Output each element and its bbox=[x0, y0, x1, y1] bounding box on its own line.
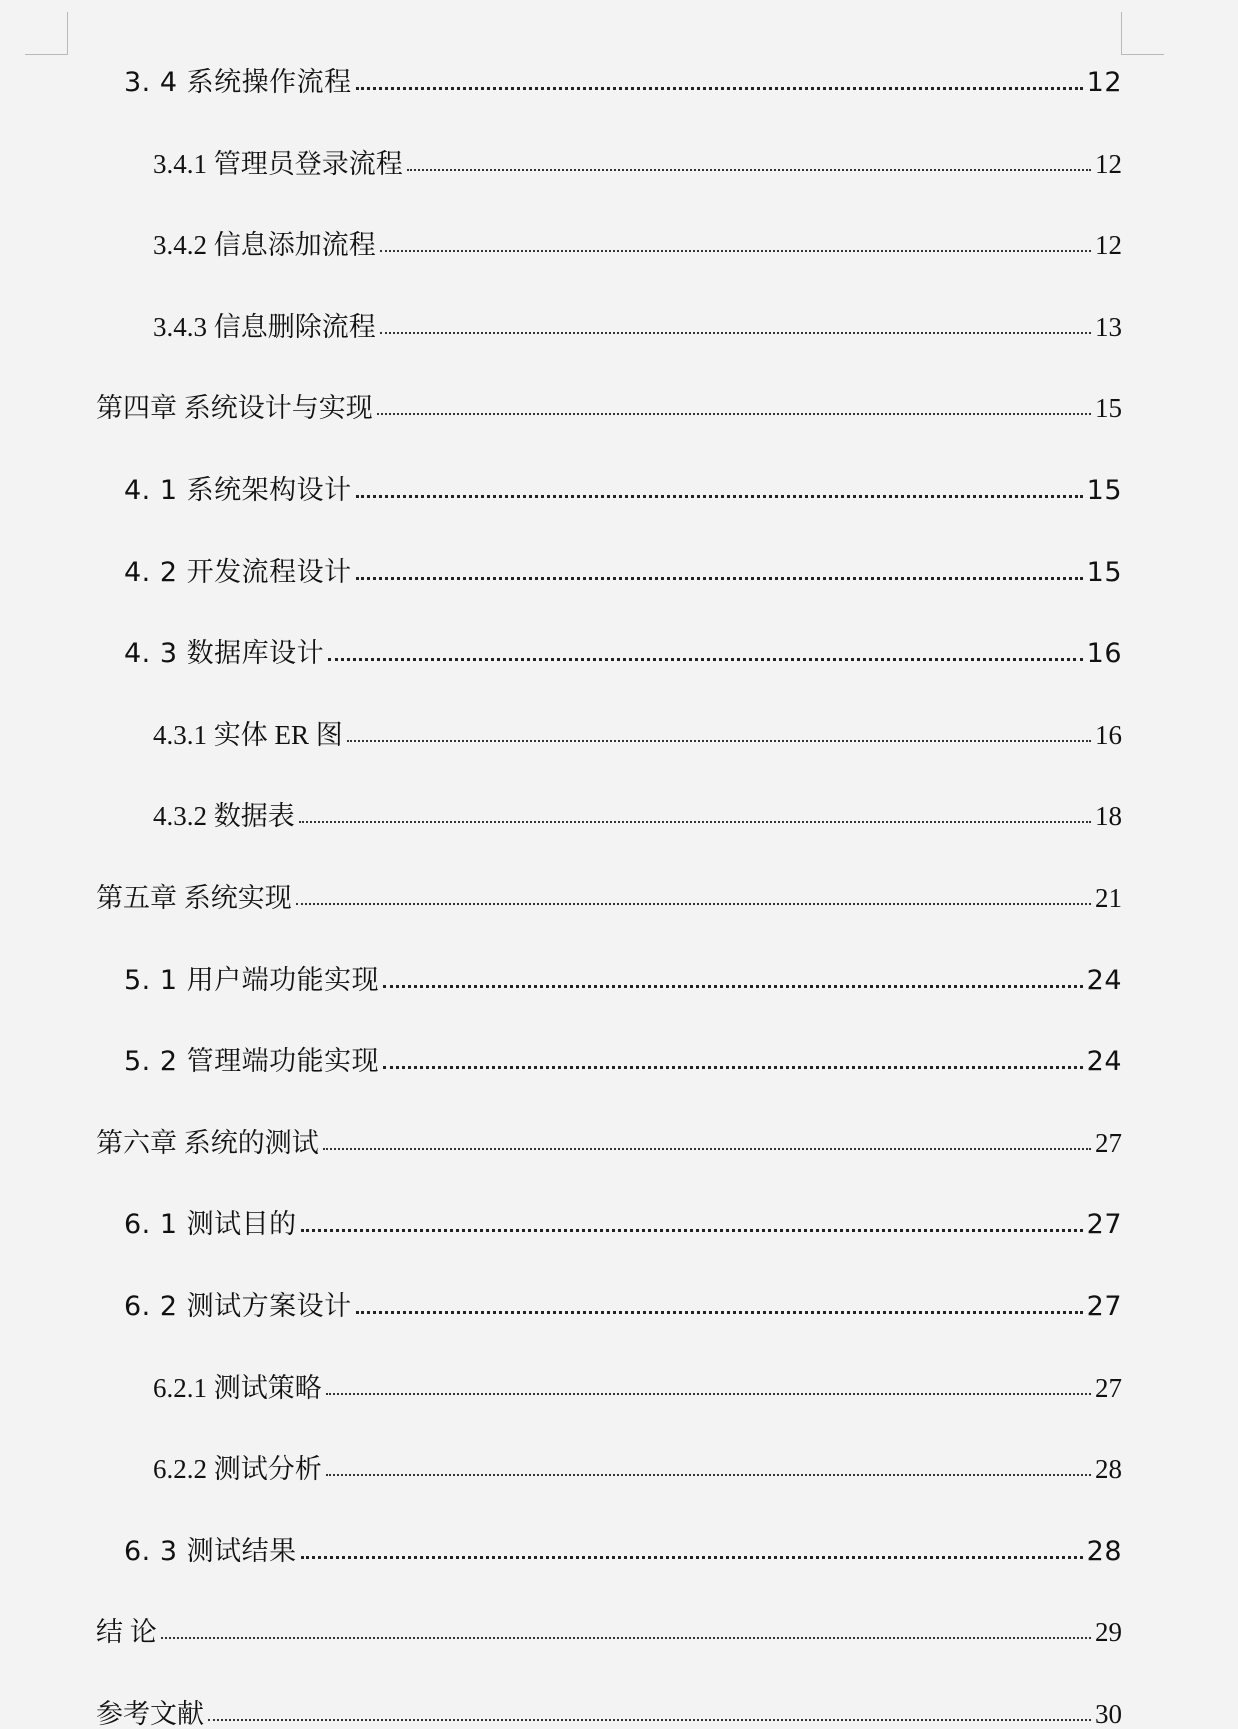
toc-entry-page-number: 12 bbox=[1086, 67, 1122, 98]
toc-entry-title: 3.4.3 信息删除流程 bbox=[153, 312, 376, 342]
toc-entry-title: 结 论 bbox=[96, 1617, 157, 1647]
toc-entry-page-number: 27 bbox=[1095, 1128, 1122, 1158]
toc-entry[interactable] bbox=[153, 1362, 1122, 1402]
toc-entry[interactable] bbox=[96, 382, 1122, 422]
toc-dot-leader bbox=[301, 1556, 1083, 1559]
toc-entry-page-number: 27 bbox=[1095, 1373, 1122, 1403]
toc-entry[interactable] bbox=[153, 1443, 1122, 1483]
toc-entry[interactable] bbox=[96, 872, 1122, 912]
toc-entry-page-number: 13 bbox=[1095, 312, 1122, 342]
toc-entry[interactable] bbox=[153, 219, 1122, 259]
toc-entry[interactable] bbox=[124, 954, 1122, 994]
toc-entry-page-number: 30 bbox=[1095, 1699, 1122, 1729]
toc-entry[interactable] bbox=[124, 1525, 1122, 1565]
toc-dot-leader bbox=[383, 1066, 1083, 1069]
toc-dot-leader bbox=[296, 903, 1091, 905]
toc-entry-page-number: 18 bbox=[1095, 801, 1122, 831]
toc-entry[interactable] bbox=[96, 1117, 1122, 1157]
toc-entry[interactable] bbox=[124, 546, 1122, 586]
toc-entry-title: 6.2.2 测试分析 bbox=[153, 1454, 322, 1484]
toc-entry-page-number: 29 bbox=[1095, 1617, 1122, 1647]
toc-entry-title: 参考文献 bbox=[96, 1699, 204, 1729]
toc-entry-page-number: 21 bbox=[1095, 883, 1122, 913]
toc-entry-title: 6.2.1 测试策略 bbox=[153, 1373, 322, 1403]
toc-entry[interactable] bbox=[124, 464, 1122, 504]
toc-entry-page-number: 15 bbox=[1086, 557, 1122, 588]
toc-dot-leader bbox=[356, 1311, 1083, 1314]
toc-entry-page-number: 15 bbox=[1086, 475, 1122, 506]
toc-dot-leader bbox=[377, 413, 1091, 415]
toc-entry[interactable] bbox=[96, 1606, 1122, 1646]
toc-entry[interactable] bbox=[124, 1198, 1122, 1238]
toc-entry-title: 6. 2 测试方案设计 bbox=[124, 1291, 352, 1322]
toc-entry-title: 4.3.1 实体 ER 图 bbox=[153, 720, 343, 750]
toc-dot-leader bbox=[356, 577, 1083, 580]
toc-entry[interactable] bbox=[96, 1688, 1122, 1728]
toc-dot-leader bbox=[383, 985, 1083, 988]
toc-entry-title: 3.4.1 管理员登录流程 bbox=[153, 149, 403, 179]
toc-entry-page-number: 27 bbox=[1086, 1291, 1122, 1322]
toc-entry-page-number: 28 bbox=[1086, 1536, 1122, 1567]
toc-entry-title: 6. 3 测试结果 bbox=[124, 1536, 297, 1567]
toc-entry-page-number: 24 bbox=[1086, 965, 1122, 996]
toc-entry-page-number: 12 bbox=[1095, 230, 1122, 260]
toc-entry-title: 4.3.2 数据表 bbox=[153, 801, 295, 831]
toc-entry-title: 5. 2 管理端功能实现 bbox=[124, 1046, 380, 1077]
toc-entry-page-number: 24 bbox=[1086, 1046, 1122, 1077]
toc-entry-page-number: 27 bbox=[1086, 1209, 1122, 1240]
toc-entry[interactable] bbox=[124, 56, 1122, 96]
toc-dot-leader bbox=[323, 1148, 1091, 1150]
crop-mark-top-right bbox=[1121, 12, 1164, 55]
toc-entry[interactable] bbox=[124, 627, 1122, 667]
toc-dot-leader bbox=[301, 1229, 1083, 1232]
toc-entry-page-number: 12 bbox=[1095, 149, 1122, 179]
toc-entry[interactable] bbox=[153, 709, 1122, 749]
toc-dot-leader bbox=[328, 658, 1083, 661]
toc-entry[interactable] bbox=[153, 138, 1122, 178]
toc-dot-leader bbox=[161, 1637, 1091, 1639]
toc-entry-title: 4. 3 数据库设计 bbox=[124, 638, 325, 669]
toc-entry-title: 3.4.2 信息添加流程 bbox=[153, 230, 376, 260]
toc-dot-leader bbox=[380, 332, 1091, 334]
toc-entry-title: 第四章 系统设计与实现 bbox=[96, 393, 373, 423]
toc-dot-leader bbox=[356, 87, 1083, 90]
toc-entry-title: 5. 1 用户端功能实现 bbox=[124, 965, 380, 996]
toc-entry[interactable] bbox=[153, 790, 1122, 830]
toc-entry-page-number: 16 bbox=[1095, 720, 1122, 750]
crop-mark-top-left bbox=[25, 12, 68, 55]
toc-entry[interactable] bbox=[124, 1280, 1122, 1320]
toc-entry-title: 第五章 系统实现 bbox=[96, 883, 292, 913]
toc-entry-title: 第六章 系统的测试 bbox=[96, 1128, 319, 1158]
toc-entry[interactable] bbox=[153, 301, 1122, 341]
toc-entry-title: 4. 1 系统架构设计 bbox=[124, 475, 352, 506]
toc-dot-leader bbox=[356, 495, 1083, 498]
toc-dot-leader bbox=[208, 1719, 1091, 1721]
toc-entry-title: 4. 2 开发流程设计 bbox=[124, 557, 352, 588]
toc-entry-page-number: 15 bbox=[1095, 393, 1122, 423]
toc-dot-leader bbox=[326, 1393, 1091, 1395]
toc-dot-leader bbox=[380, 250, 1091, 252]
toc-entry-title: 6. 1 测试目的 bbox=[124, 1209, 297, 1240]
toc-dot-leader bbox=[407, 169, 1091, 171]
toc-entry[interactable] bbox=[124, 1035, 1122, 1075]
toc-entry-page-number: 28 bbox=[1095, 1454, 1122, 1484]
toc-entry-page-number: 16 bbox=[1086, 638, 1122, 669]
toc-entry-title: 3. 4 系统操作流程 bbox=[124, 67, 352, 98]
toc-dot-leader bbox=[326, 1474, 1091, 1476]
toc-dot-leader bbox=[347, 740, 1091, 742]
toc-dot-leader bbox=[299, 821, 1091, 823]
